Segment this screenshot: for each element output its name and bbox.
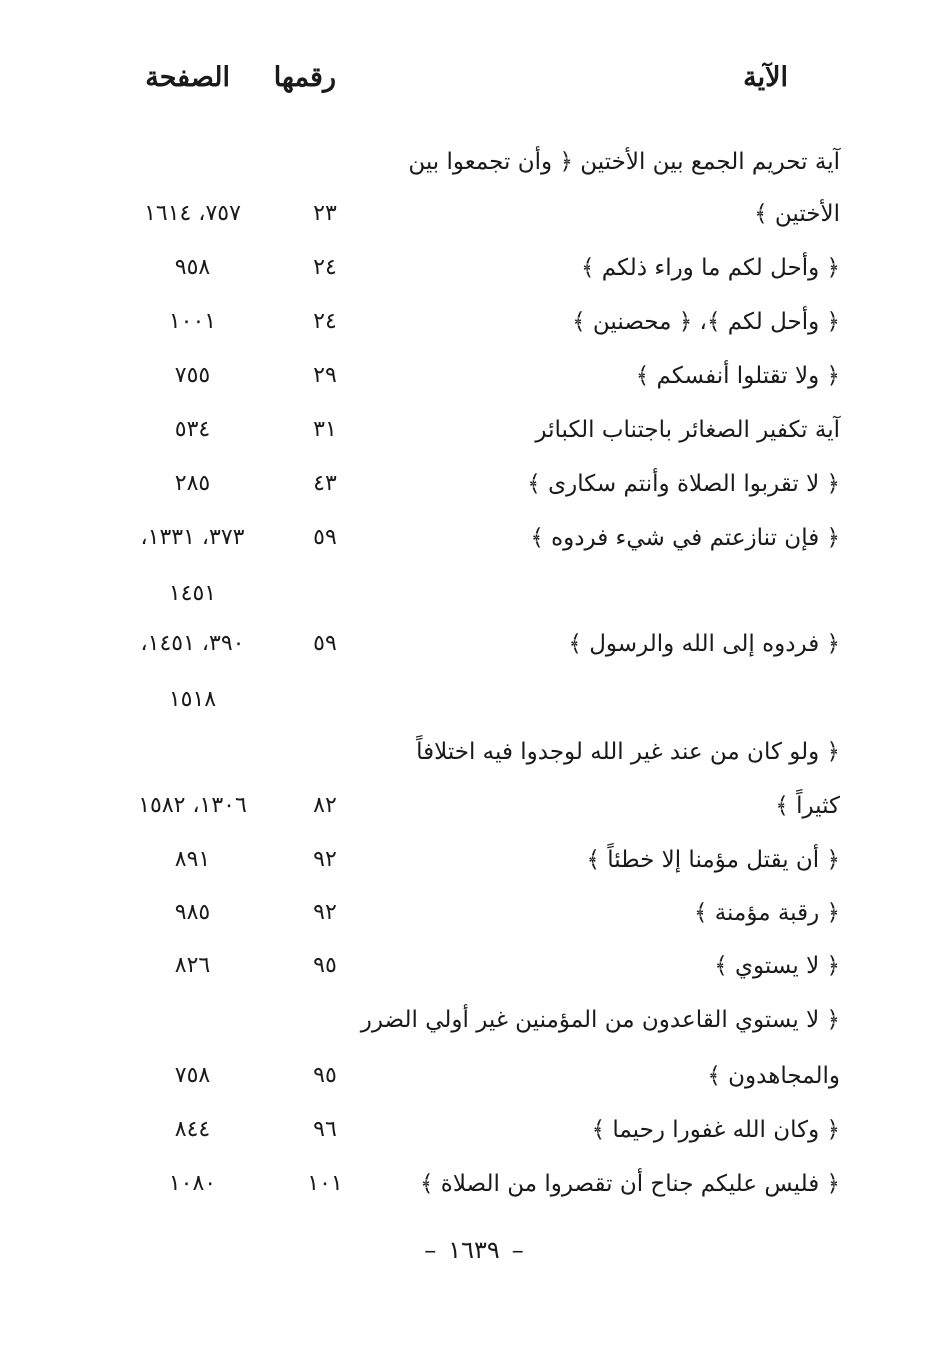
verse-text: آية تحريم الجمع بين الأختين ﴿ وأن تجمعوا بين — [408, 149, 840, 175]
verse-text: ﴿ وأحل لكم ﴾، ﴿ محصنين ﴾ — [572, 309, 840, 335]
column-header-page: الصفحة — [145, 62, 230, 93]
page-reference: ٨٤٤ — [174, 1117, 211, 1142]
table-row — [0, 1110, 948, 1150]
page-footer — [0, 1236, 948, 1264]
page-reference: ١٠٨٠ — [168, 1171, 217, 1196]
verse-number: ١٠١ — [307, 1171, 343, 1196]
footer-dash: – — [511, 1236, 524, 1264]
verse-text: ﴿ أن يقتل مؤمنا إلا خطئاً ﴾ — [586, 847, 840, 873]
table-row — [0, 142, 948, 182]
verse-text: ﴿ وكان الله غفورا رحيما ﴾ — [591, 1117, 840, 1143]
verse-text: كثيراً ﴾ — [775, 793, 840, 819]
verse-text: ﴿ فإن تنازعتم في شيء فردوه ﴾ — [530, 525, 840, 551]
page-reference: ٣٩٠، ١٤٥١، — [140, 631, 245, 656]
table-row — [0, 893, 948, 933]
table-row — [0, 840, 948, 880]
verse-text: ﴿ ولا تقتلوا أنفسكم ﴾ — [635, 363, 840, 389]
verse-text: والمجاهدون ﴾ — [707, 1063, 840, 1089]
page-reference: ٥٣٤ — [174, 417, 211, 442]
column-header-verse: الآية — [743, 62, 788, 93]
verse-number: ٢٤ — [313, 255, 337, 280]
table-row — [0, 1000, 948, 1040]
page-reference: ١٠٠١ — [168, 309, 217, 334]
verse-text: ﴿ لا يستوي القاعدون من المؤمنين غير أولي الضرر — [360, 1007, 840, 1033]
table-row — [0, 518, 948, 558]
verse-text: ﴿ فردوه إلى الله والرسول ﴾ — [568, 631, 840, 657]
page-reference: ٩٨٥ — [174, 900, 211, 925]
verse-text: ﴿ فليس عليكم جناح أن تقصروا من الصلاة ﴾ — [419, 1171, 840, 1197]
verse-number: ٩٥ — [313, 953, 337, 978]
table-row — [0, 680, 948, 720]
table-row — [0, 624, 948, 664]
verse-text: ﴿ رقبة مؤمنة ﴾ — [693, 900, 840, 926]
verse-number: ٤٣ — [313, 471, 337, 496]
page-reference: ٨٢٦ — [174, 953, 211, 978]
verse-text: الأختين ﴾ — [754, 201, 840, 227]
verse-number: ٣١ — [313, 417, 337, 442]
page-reference: ٩٥٨ — [174, 255, 211, 280]
verse-text: ﴿ ولو كان من عند غير الله لوجدوا فيه اختلافاً — [416, 739, 840, 765]
verse-number: ٥٩ — [313, 525, 337, 550]
verse-number: ٢٤ — [313, 309, 337, 334]
page-reference: ٨٩١ — [174, 847, 211, 872]
page-reference: ٧٥٥ — [174, 363, 211, 388]
verse-number: ٨٢ — [313, 793, 337, 818]
verse-text: ﴿ لا يستوي ﴾ — [714, 953, 840, 979]
page-reference: ٧٥٨ — [174, 1063, 211, 1088]
table-row — [0, 410, 948, 450]
table-row — [0, 194, 948, 234]
page-reference: ٧٥٧، ١٦١٤ — [144, 201, 241, 226]
verse-number: ٥٩ — [313, 631, 337, 656]
page-reference: ١٤٥١ — [168, 581, 217, 606]
verse-number: ٩٥ — [313, 1063, 337, 1088]
table-row — [0, 302, 948, 342]
page-reference: ١٥١٨ — [168, 687, 217, 712]
verse-number: ٢٣ — [313, 201, 337, 226]
table-row — [0, 1056, 948, 1096]
verse-number: ٩٢ — [313, 847, 337, 872]
table-row — [0, 1164, 948, 1204]
table-row — [0, 946, 948, 986]
verse-text: آية تكفير الصغائر باجتناب الكبائر — [535, 417, 840, 443]
page-number: ١٦٣٩ — [448, 1236, 500, 1264]
page-reference: ٣٧٣، ١٣٣١، — [140, 525, 245, 550]
footer-dash: – — [424, 1236, 437, 1264]
verse-text: ﴿ وأحل لكم ما وراء ذلكم ﴾ — [581, 255, 840, 281]
page-reference: ١٣٠٦، ١٥٨٢ — [138, 793, 247, 818]
verse-number: ٩٢ — [313, 900, 337, 925]
column-header-number: رقمها — [273, 62, 336, 93]
verse-number: ٩٦ — [313, 1117, 337, 1142]
table-row — [0, 356, 948, 396]
page-reference: ٢٨٥ — [174, 471, 211, 496]
table-row — [0, 786, 948, 826]
table-row — [0, 574, 948, 614]
table-row — [0, 732, 948, 772]
table-row — [0, 248, 948, 288]
verse-text: ﴿ لا تقربوا الصلاة وأنتم سكارى ﴾ — [527, 471, 840, 497]
table-row — [0, 464, 948, 504]
verse-number: ٢٩ — [313, 363, 337, 388]
